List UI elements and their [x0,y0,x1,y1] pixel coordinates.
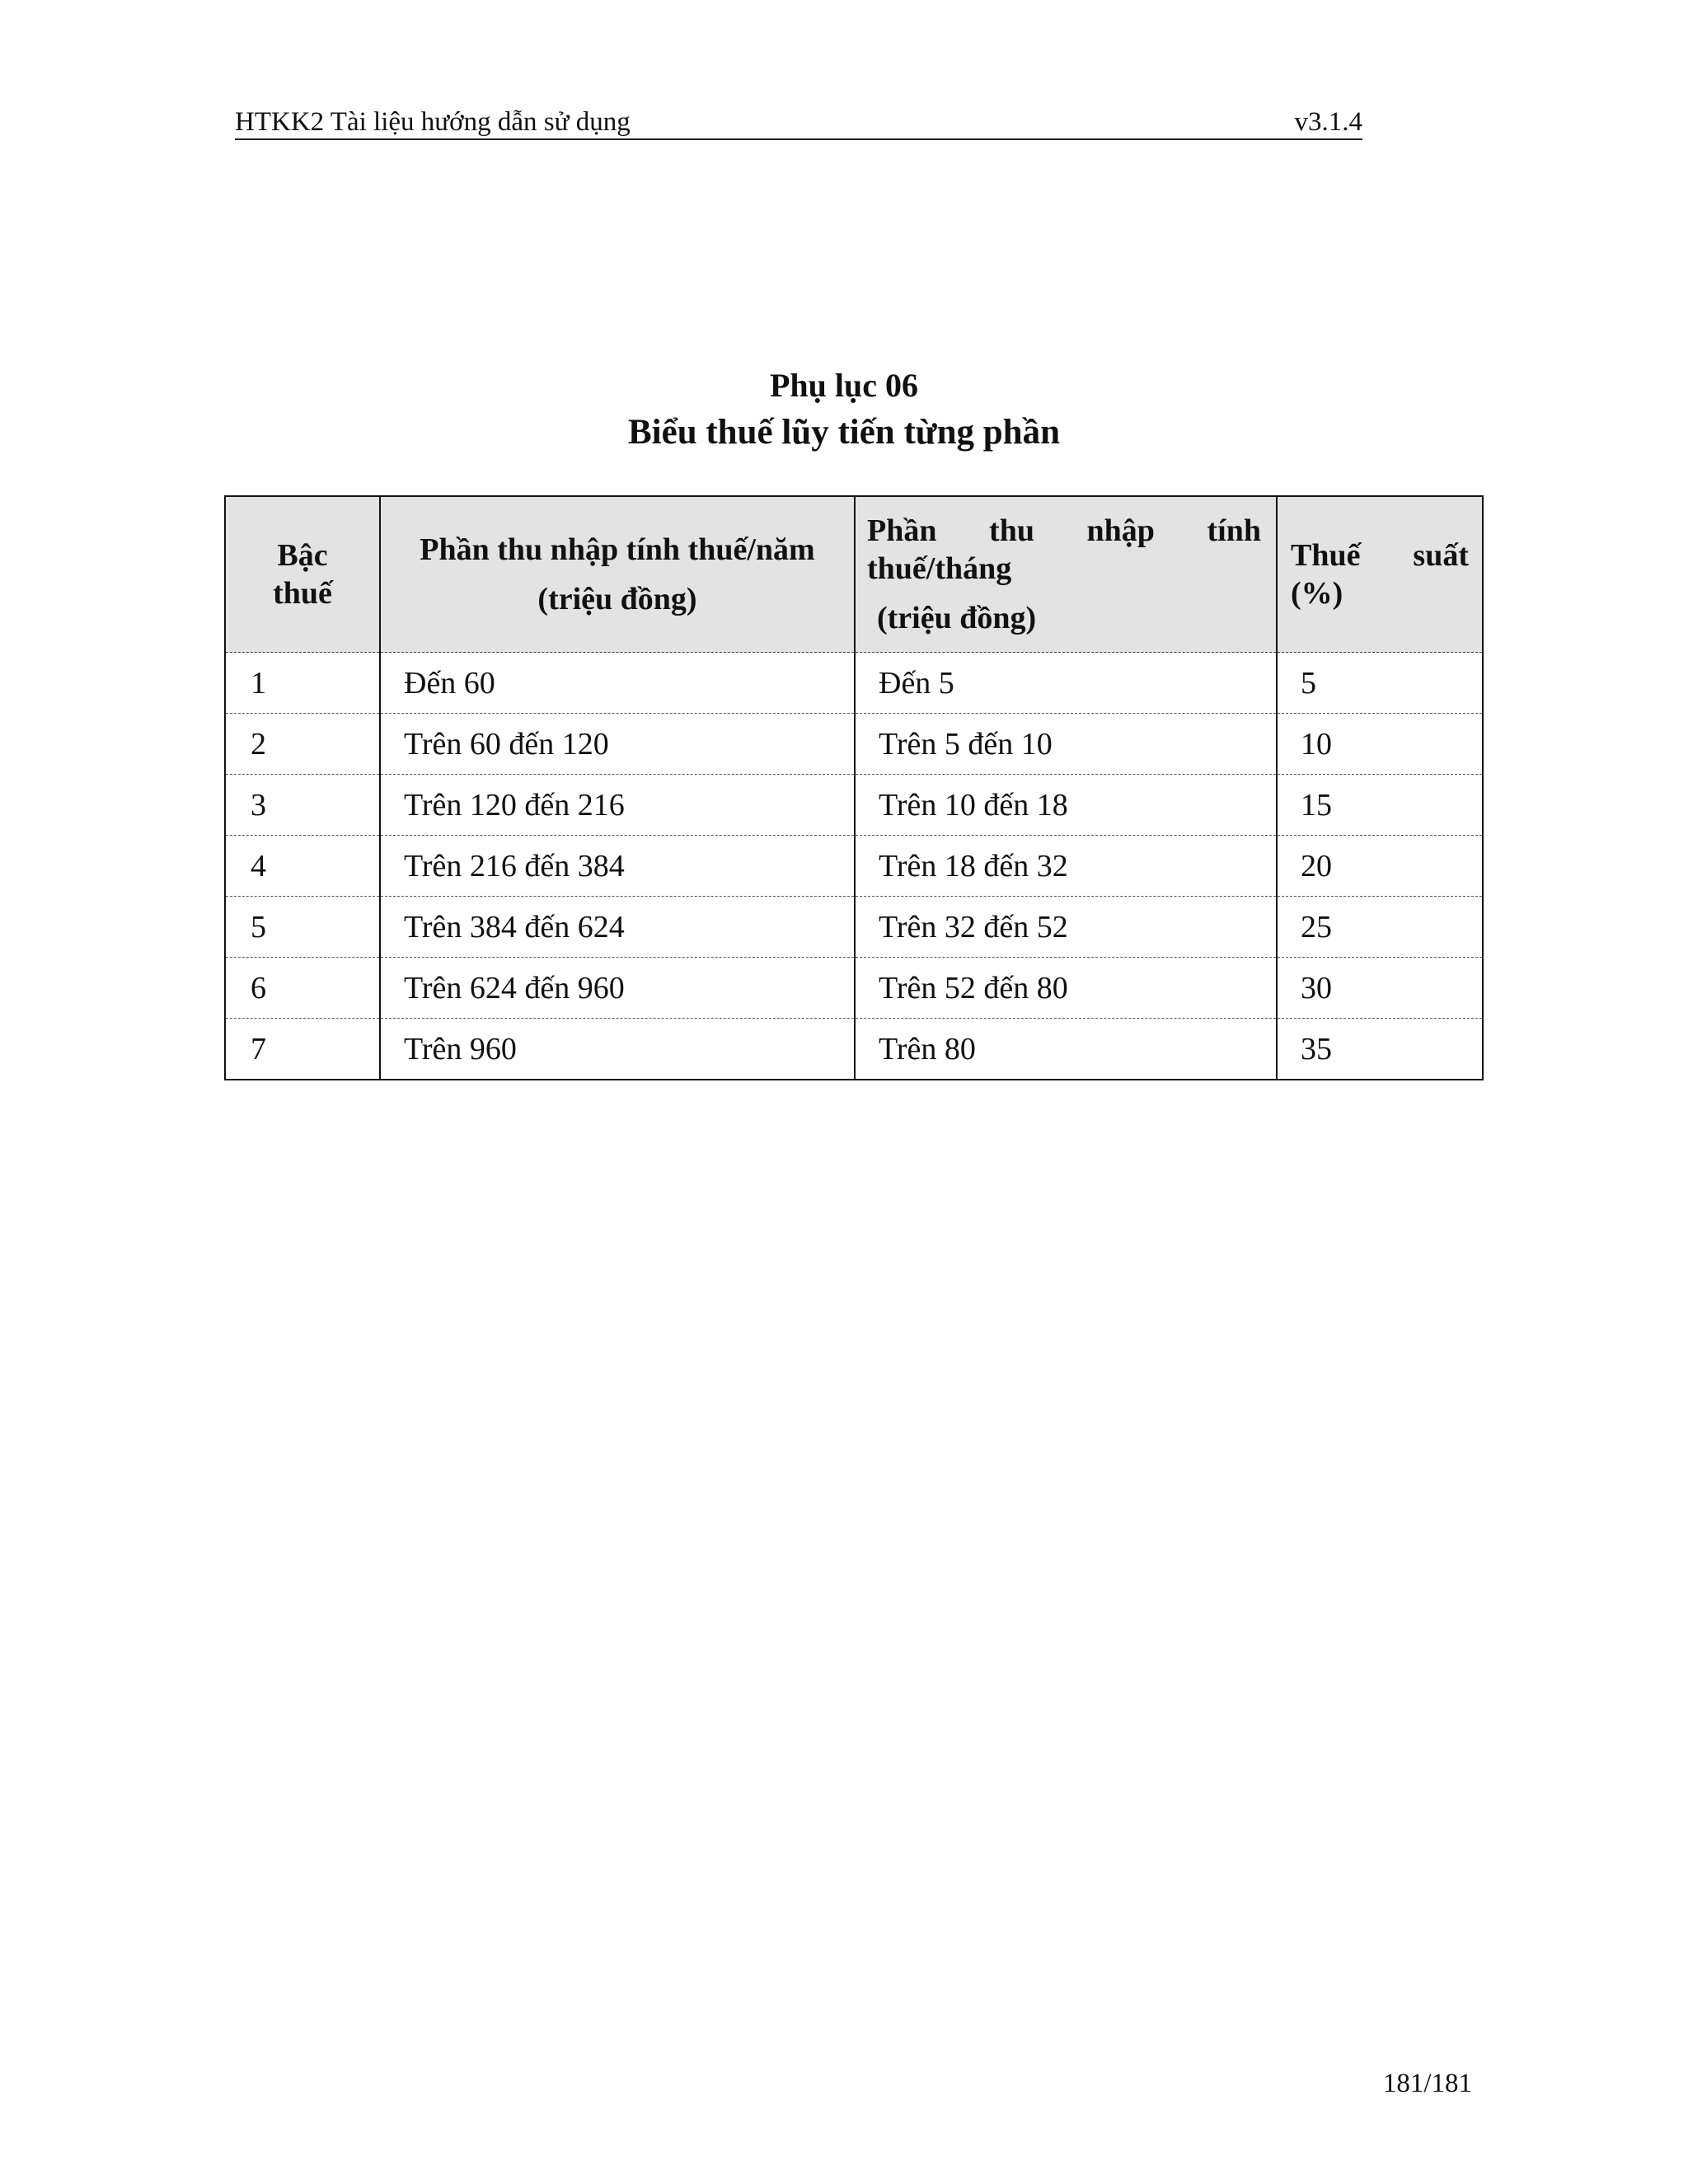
cell-level: 3 [225,775,380,836]
cell-level: 2 [225,714,380,775]
cell-tax-rate: 10 [1277,714,1483,775]
table-row [225,714,1483,775]
cell-tax-rate: 30 [1277,958,1483,1019]
cell-annual-income: Đến 60 [380,653,855,714]
cell-monthly-income: Trên 5 đến 10 [855,714,1277,775]
cell-monthly-income: Trên 18 đến 32 [855,836,1277,897]
cell-tax-rate: 5 [1277,653,1483,714]
header-monthly-income-line2: thuế/tháng [867,551,1012,586]
appendix-title: Phụ lục 06 [769,367,919,404]
header-tax-level-line2: thuế [273,576,332,611]
table-row [225,653,1483,714]
cell-annual-income: Trên 624 đến 960 [380,958,855,1019]
header-tax-rate-line1: Thuế suất [1291,538,1469,573]
cell-annual-income: Trên 960 [380,1019,855,1080]
tax-rate-table [224,495,1484,1080]
header-annual-income-line2: (triệu đồng) [537,582,697,616]
header-annual-income-line1: Phần thu nhập tính thuế/năm [420,532,815,567]
header-tax-level [225,496,380,653]
document-version: v3.1.4 [1294,107,1362,137]
table-header-row [225,496,1483,653]
header-tax-rate [1277,496,1483,653]
table-row [225,958,1483,1019]
appendix-subtitle: Biểu thuế lũy tiến từng phần [627,413,1061,452]
table-row [225,836,1483,897]
cell-level: 4 [225,836,380,897]
cell-tax-rate: 35 [1277,1019,1483,1080]
cell-annual-income: Trên 120 đến 216 [380,775,855,836]
cell-monthly-income: Trên 52 đến 80 [855,958,1277,1019]
cell-level: 7 [225,1019,380,1080]
cell-annual-income: Trên 216 đến 384 [380,836,855,897]
cell-tax-rate: 25 [1277,897,1483,958]
cell-monthly-income: Trên 32 đến 52 [855,897,1277,958]
table-row [225,775,1483,836]
cell-monthly-income: Trên 10 đến 18 [855,775,1277,836]
header-tax-level-line1: Bậc [277,538,328,573]
table-row [225,1019,1483,1080]
document-title: HTKK2 Tài liệu hướng dẫn sử dụng [235,107,631,137]
table-row [225,897,1483,958]
cell-tax-rate: 15 [1277,775,1483,836]
header-monthly-income-line3: (triệu đồng) [877,601,1037,635]
cell-level: 6 [225,958,380,1019]
cell-annual-income: Trên 60 đến 120 [380,714,855,775]
cell-monthly-income: Trên 80 [855,1019,1277,1080]
cell-tax-rate: 20 [1277,836,1483,897]
cell-level: 5 [225,897,380,958]
header-monthly-income-line1: Phần thu nhập tính [867,513,1261,548]
cell-level: 1 [225,653,380,714]
header-annual-income [380,496,855,653]
cell-annual-income: Trên 384 đến 624 [380,897,855,958]
page-number: 181/181 [1382,2069,1472,2098]
header-tax-rate-line2: (%) [1291,576,1343,611]
header-monthly-income [855,496,1277,653]
page-header [235,105,1362,140]
cell-monthly-income: Đến 5 [855,653,1277,714]
